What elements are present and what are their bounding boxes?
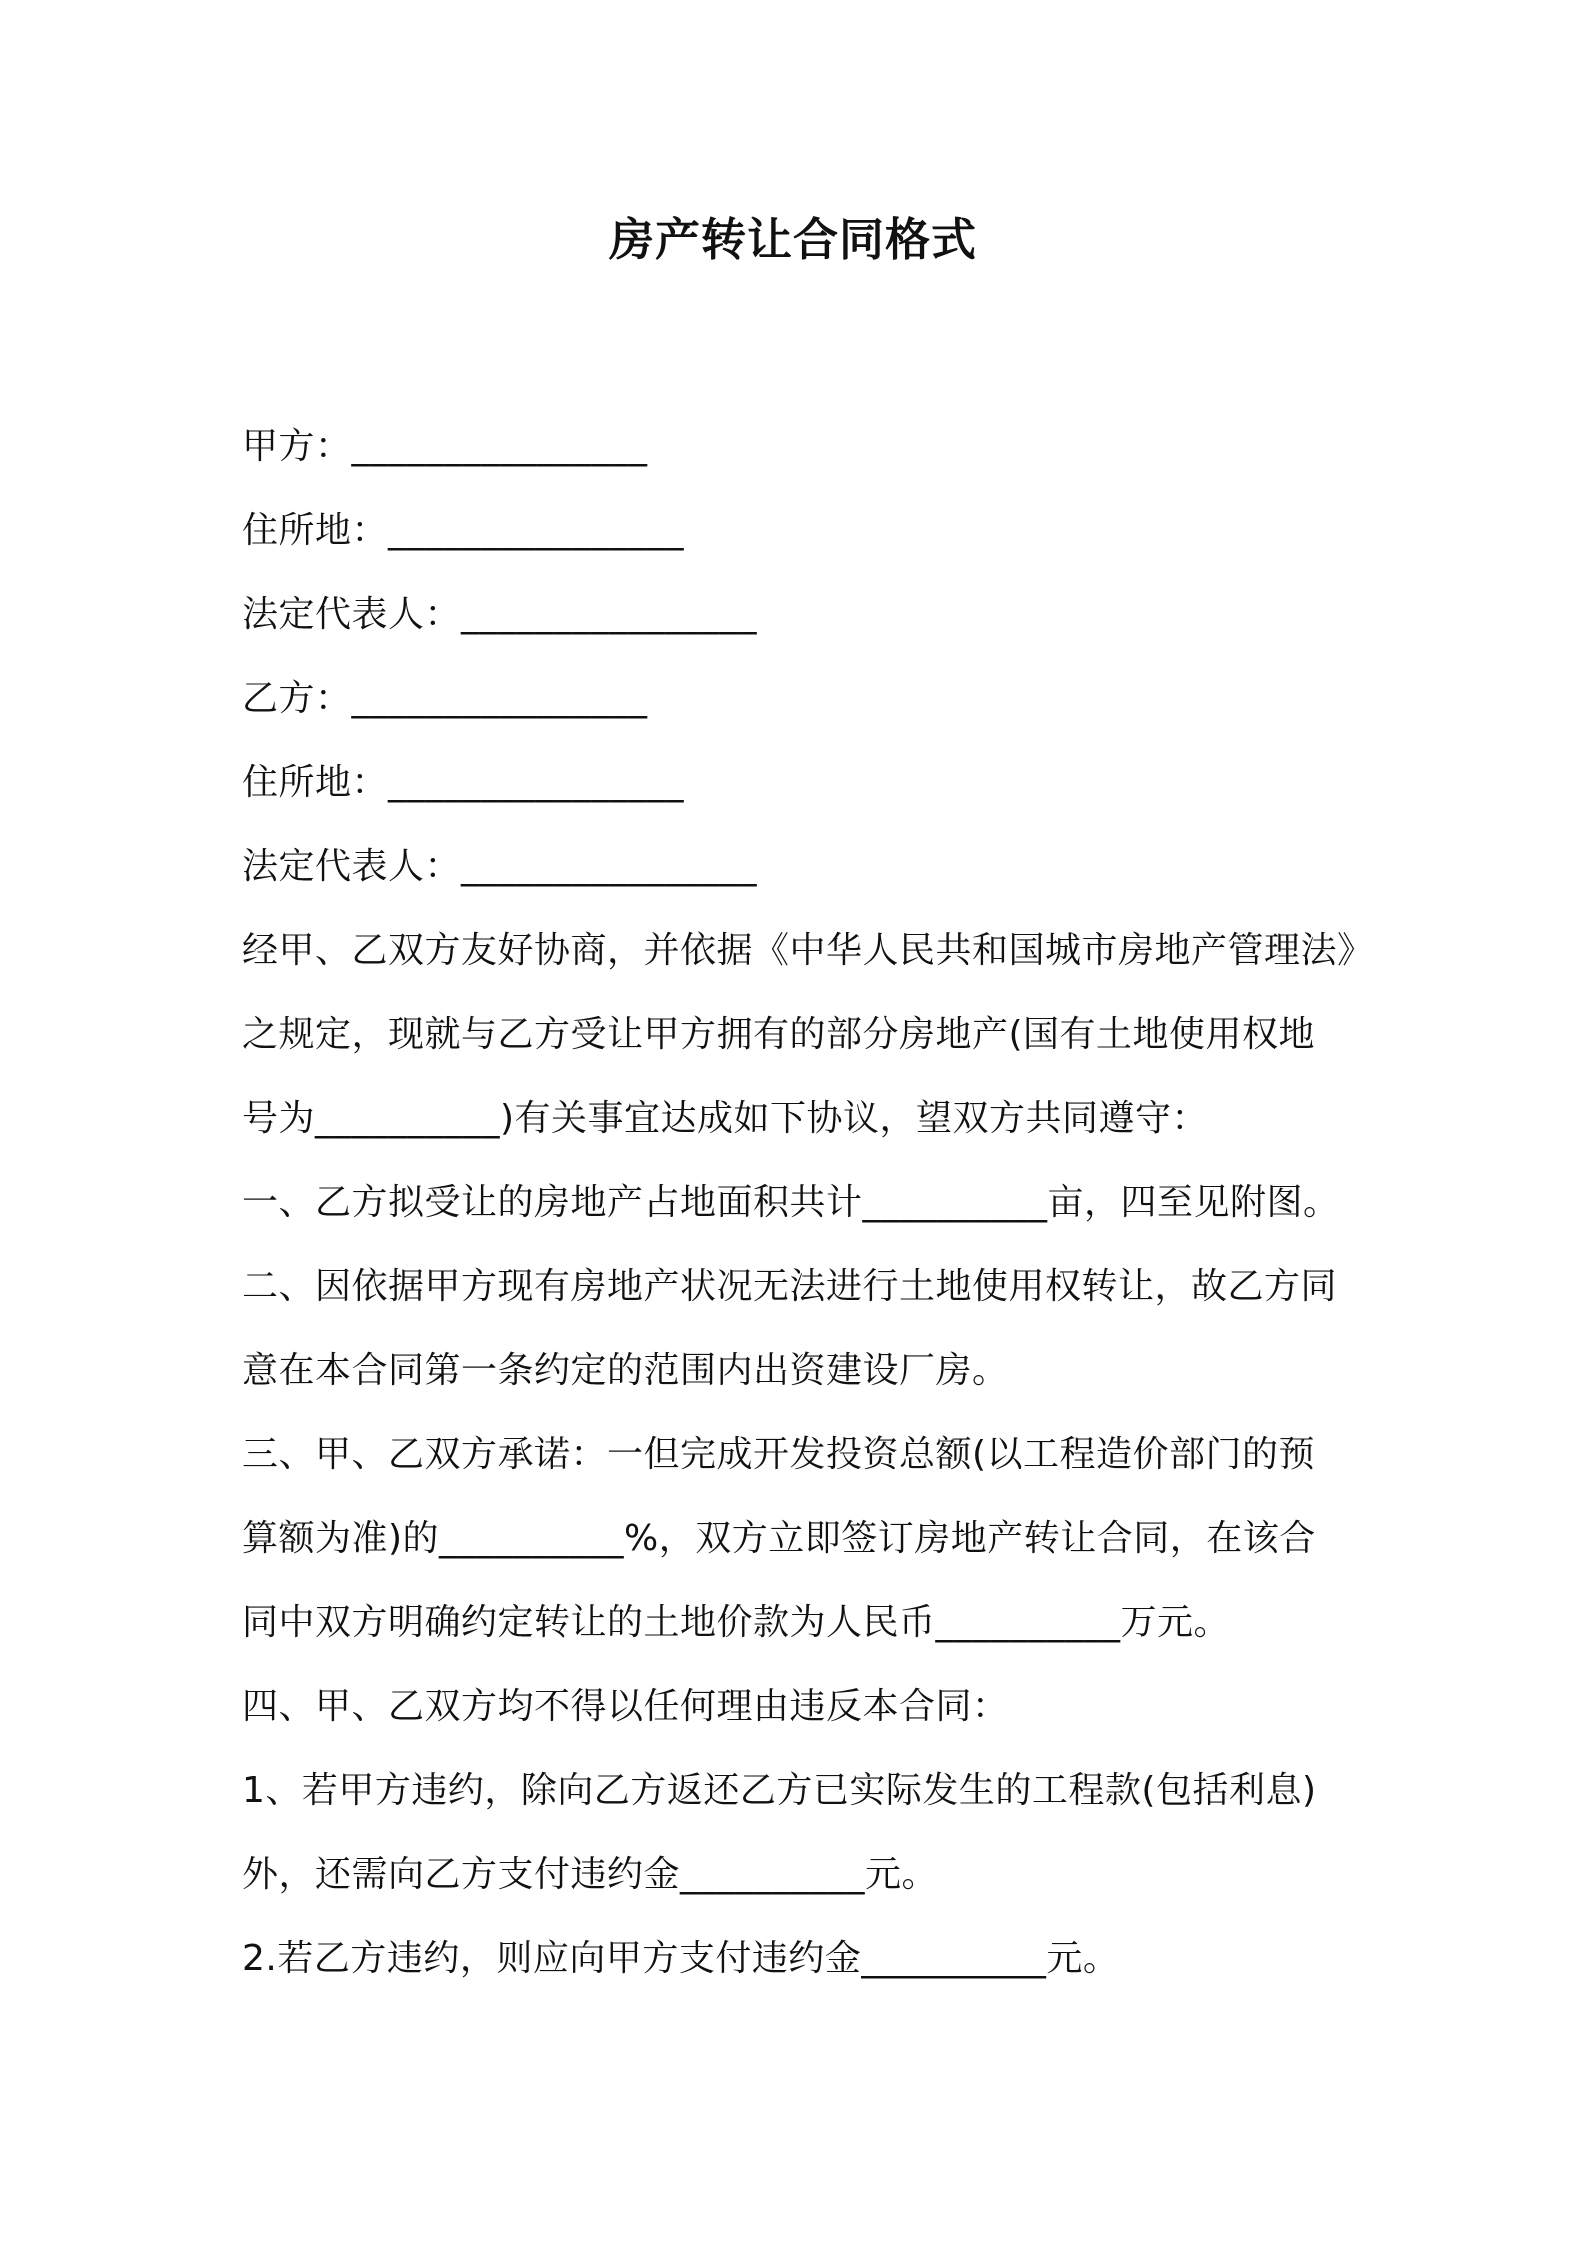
preamble-line-3: 号为__________)有关事宜达成如下协议，望双方共同遵守： (242, 1098, 1209, 1139)
clause-1-line: 一、乙方拟受让的房地产占地面积共计__________亩，四至见附图。 (242, 1182, 1340, 1223)
party-a-address-line: 住所地：________________ (242, 510, 685, 551)
preamble-line-2: 之规定，现就与乙方受让甲方拥有的部分房地产(国有土地使用权地 (242, 1014, 1316, 1055)
party-b-line: 乙方：________________ (242, 678, 648, 719)
clause-3-line-1: 三、甲、乙双方承诺：一但完成开发投资总额(以工程造价部门的预 (242, 1434, 1316, 1475)
preamble-line-1: 经甲、乙双方友好协商，并依据《中华人民共和国城市房地产管理法》 (242, 930, 1374, 971)
party-a-line: 甲方：________________ (242, 426, 648, 467)
clause-2-line-1: 二、因依据甲方现有房地产状况无法进行土地使用权转让，故乙方同 (242, 1266, 1338, 1307)
party-b-representative-line: 法定代表人：________________ (242, 846, 758, 887)
party-a-representative-line: 法定代表人：________________ (242, 594, 758, 635)
clause-4-item-1-line-1: 1、若甲方违约，除向乙方返还乙方已实际发生的工程款(包括利息) (242, 1770, 1317, 1811)
clause-4-heading: 四、甲、乙双方均不得以任何理由违反本合同： (242, 1686, 1009, 1727)
clause-4-item-2-line: 2.若乙方违约，则应向甲方支付违约金__________元。 (242, 1938, 1120, 1979)
clause-3-line-3: 同中双方明确约定转让的土地价款为人民币__________万元。 (242, 1602, 1231, 1643)
clause-4-item-1-line-2: 外，还需向乙方支付违约金__________元。 (242, 1854, 939, 1895)
document-body (242, 405, 1372, 2001)
clause-2-line-2: 意在本合同第一条约定的范围内出资建设厂房。 (242, 1350, 1009, 1391)
document-title: 房产转让合同格式 (608, 213, 977, 266)
clause-3-line-2: 算额为准)的__________%，双方立即签订房地产转让合同，在该合 (242, 1518, 1316, 1559)
party-b-address-line: 住所地：________________ (242, 762, 685, 803)
